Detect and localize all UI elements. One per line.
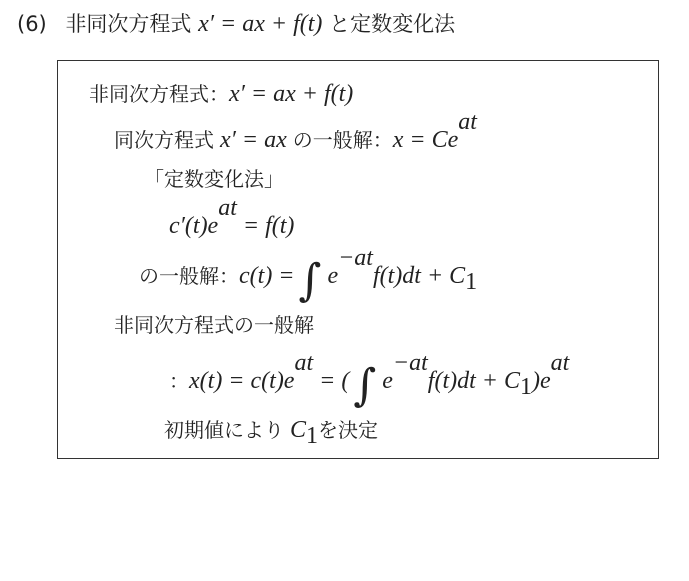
heading-equation: x′ = ax + f(t) bbox=[198, 11, 323, 37]
line7-exponent2: −at bbox=[392, 350, 428, 376]
line6-label: 非同次方程式の一般解 bbox=[114, 313, 314, 337]
line3-label: 「定数変化法」 bbox=[144, 167, 284, 191]
integral-sign: ∫ bbox=[298, 255, 322, 306]
line7-colon: ： bbox=[169, 369, 189, 393]
line-homogeneous-solution bbox=[114, 109, 477, 154]
line5-subscript: 1 bbox=[465, 269, 478, 295]
line-c-solution bbox=[139, 245, 478, 306]
line1-label: 非同次方程式： bbox=[89, 82, 229, 106]
line4-exponent: at bbox=[218, 195, 237, 221]
line4-eq-left: c′(t)e bbox=[169, 213, 219, 239]
heading-title-suffix: と定数変化法 bbox=[329, 12, 456, 36]
line5-e: e bbox=[327, 263, 339, 289]
line8-subscript: 1 bbox=[306, 423, 319, 449]
line7-eq1: x(t) = c(t)e bbox=[189, 368, 295, 394]
line8-label-end: を決定 bbox=[318, 418, 379, 442]
line7-eq2: = ( bbox=[313, 368, 350, 394]
line-condition bbox=[169, 195, 295, 240]
section-heading bbox=[17, 8, 455, 38]
line-variation-of-constants bbox=[144, 165, 284, 193]
line8-constant: C bbox=[290, 417, 307, 443]
line-general-solution-label bbox=[114, 311, 314, 339]
line2-mid: の一般解： bbox=[292, 128, 393, 152]
line7-exponent1: at bbox=[294, 350, 314, 376]
line5-eq-right: f(t)dt + C bbox=[372, 263, 466, 289]
line7-eq3: f(t)dt + C bbox=[427, 368, 520, 394]
line7-close: )e bbox=[532, 368, 551, 394]
line-nonhomogeneous-equation bbox=[89, 80, 353, 108]
line4-eq-right: = f(t) bbox=[236, 213, 295, 239]
line5-eq-left: c(t) = bbox=[239, 263, 295, 289]
formula-box bbox=[57, 60, 659, 459]
section-number: (6) bbox=[17, 12, 47, 36]
line2-solution: x = Ce bbox=[392, 127, 459, 153]
line8-label: 初期値により bbox=[164, 418, 284, 442]
heading-title-jp: 非同次方程式 bbox=[65, 12, 192, 36]
line-general-solution bbox=[169, 350, 570, 411]
line2-equation: x′ = ax bbox=[220, 127, 287, 153]
line1-equation: x′ = ax + f(t) bbox=[229, 81, 354, 107]
line-initial-value bbox=[164, 416, 379, 449]
line7-subscript: 1 bbox=[520, 374, 532, 400]
integral-sign: ∫ bbox=[353, 360, 377, 411]
line7-exponent3: at bbox=[550, 350, 570, 376]
line5-label: の一般解： bbox=[139, 264, 239, 288]
line7-e: e bbox=[382, 368, 393, 394]
line2-exponent: at bbox=[458, 109, 477, 135]
line2-label: 同次方程式 bbox=[114, 128, 214, 152]
line5-exponent: −at bbox=[338, 245, 373, 271]
